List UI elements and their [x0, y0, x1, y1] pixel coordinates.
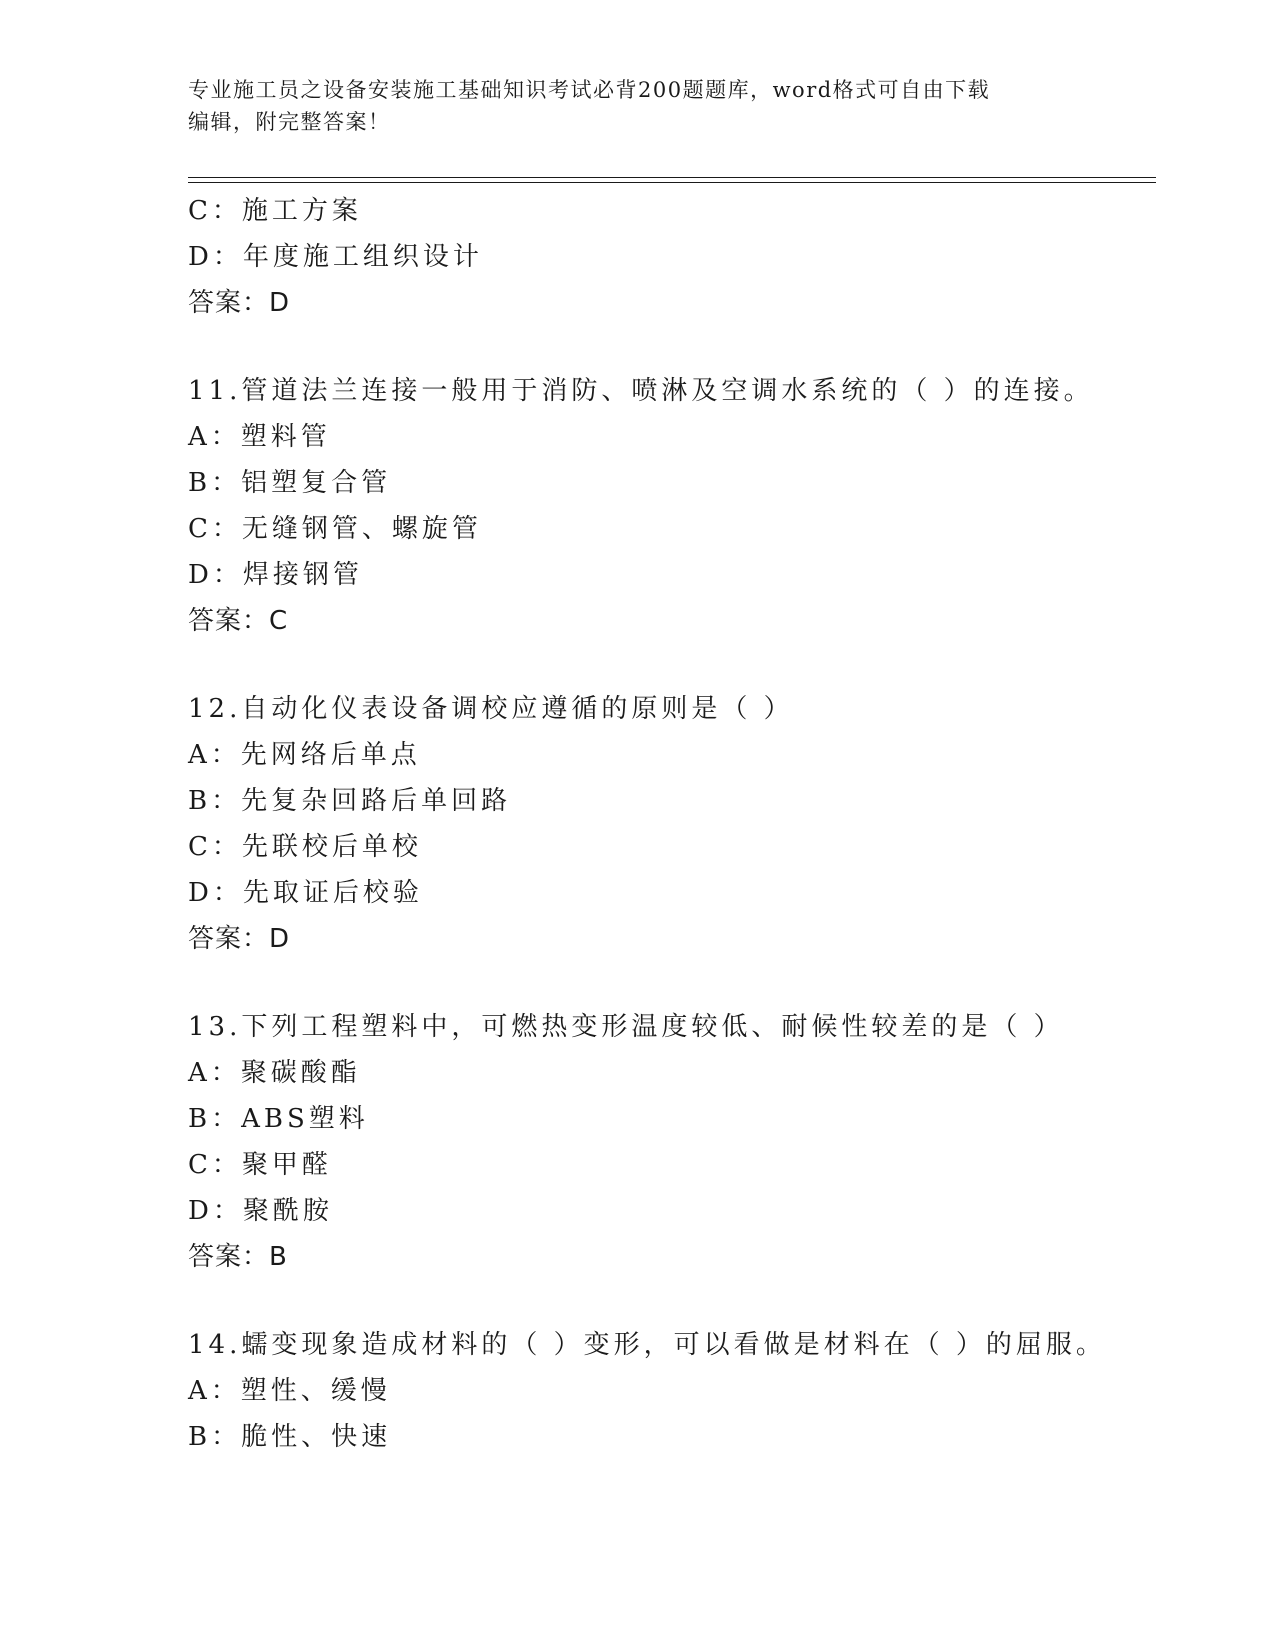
question-block [188, 1004, 1148, 1280]
answer-line: 答案：B [188, 1242, 288, 1272]
option-d: D：年度施工组织设计 [188, 242, 483, 272]
option-d: D：焊接钢管 [188, 560, 363, 590]
option-a: A：塑性、缓慢 [188, 1376, 391, 1406]
header-line-2: 编辑，附完整答案！ [188, 110, 391, 134]
option-d: D：先取证后校验 [188, 878, 423, 908]
option-b: B：先复杂回路后单回路 [188, 786, 512, 816]
answer-line: 答案：C [188, 606, 289, 636]
header-line-1: 专业施工员之设备安装施工基础知识考试必背200题题库，word格式可自由下载 [188, 78, 991, 102]
question-stem: 14.蠕变现象造成材料的（ ）变形，可以看做是材料在（ ）的屈服。 [188, 1330, 1106, 1360]
question-stem: 13.下列工程塑料中，可燃热变形温度较低、耐候性较差的是（ ） [188, 1012, 1064, 1042]
document-header [188, 74, 1068, 138]
answer-line: 答案：D [188, 924, 291, 954]
option-d: D：聚酰胺 [188, 1196, 333, 1226]
option-c: C：聚甲醛 [188, 1150, 332, 1180]
option-a: A：先网络后单点 [188, 740, 421, 770]
question-block [188, 686, 1148, 962]
option-c: C：无缝钢管、螺旋管 [188, 514, 482, 544]
option-b: B：脆性、快速 [188, 1422, 392, 1452]
option-b: B：铝塑复合管 [188, 468, 392, 498]
header-divider-bottom [188, 182, 1156, 183]
question-list [188, 188, 1148, 1460]
question-block [188, 368, 1148, 644]
question-block [188, 1322, 1148, 1460]
answer-line: 答案：D [188, 288, 291, 318]
header-divider-top [188, 177, 1156, 178]
option-c: C：施工方案 [188, 196, 362, 226]
option-a: A：聚碳酸酯 [188, 1058, 361, 1088]
question-stem: 12.自动化仪表设备调校应遵循的原则是（ ） [188, 694, 794, 724]
question-stem: 11.管道法兰连接一般用于消防、喷淋及空调水系统的（ ）的连接。 [188, 376, 1094, 406]
option-b: B：ABS塑料 [188, 1104, 369, 1134]
option-a: A：塑料管 [188, 422, 331, 452]
option-c: C：先联校后单校 [188, 832, 422, 862]
